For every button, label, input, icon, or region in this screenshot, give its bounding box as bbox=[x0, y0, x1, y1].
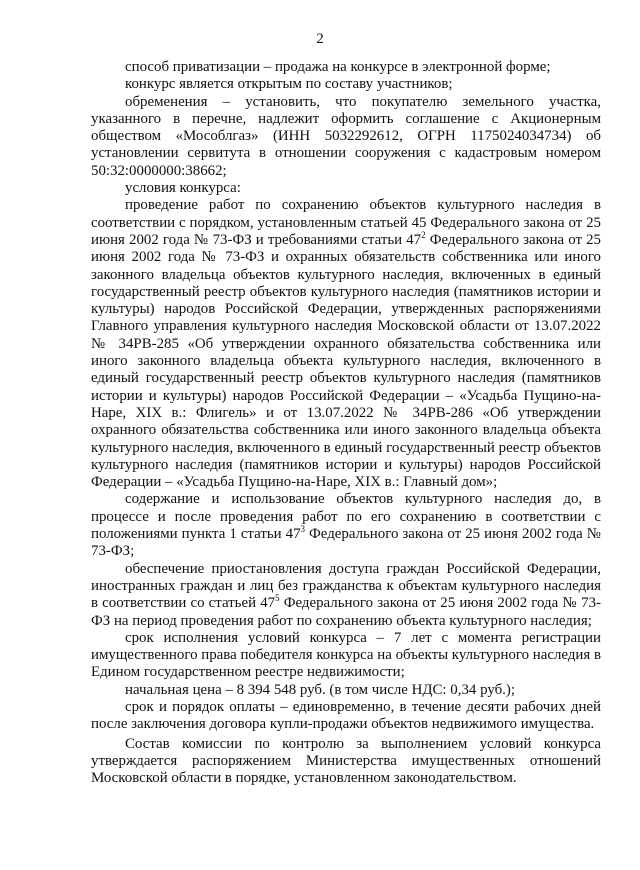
paragraph-conditions-heading: условия конкурса: bbox=[125, 180, 241, 197]
article-superscript: 2 bbox=[421, 229, 426, 240]
article-superscript: 5 bbox=[275, 593, 280, 604]
paragraph-access-text-1: обеспечение приостановления доступа граждан Российской Федерации, иностранных граждан и лиц без гражданства к объектам культурного наследия в соответствии со статьей 47 bbox=[91, 560, 601, 612]
paragraph-preservation-works-text-1: проведение работ по сохранению объектов культурного наследия в соответствии с порядком, установленным статьей 45 Федерального закона от 25 июня 2002 года № 73-ФЗ и требованиями статьи 47 bbox=[91, 197, 601, 248]
paragraph-execution-term: срок исполнения условий конкурса – 7 лет с момента регистрации имущественного права победителя конкурса на объекты культурного наследия в Едином государственном реестре недвижимости; bbox=[91, 629, 601, 681]
article-superscript: 3 bbox=[300, 524, 306, 535]
paragraph-starting-price: начальная цена – 8 394 548 руб. (в том числе НДС: 0,34 руб.); bbox=[125, 681, 515, 698]
paragraph-access-text-2: Федерального закона от 25 июня 2002 года № 73-ФЗ на период проведения работ по сохранению объекта культурного наследия; bbox=[91, 595, 601, 629]
paragraph-maintenance bbox=[91, 491, 601, 560]
paragraph-preservation-works-text-2: Федерального закона от 25 июня 2002 года № 73-ФЗ и охранных обязательств собственника или иного законного владельца объектов культурного наследия, включенных в единый государственный реестр объектов культурного наследия (памятников истории и культуры) народов Российской Федерации, утвержденных распоряжениями Главного управления культурного наследия Московской области от 13.07.2022 № 34РВ-285 «Об утверждении охранного обязательства собственника или иного законного владельца объекта культурного наследия, включенного в единый государственный реестр объектов культурного наследия (памятников истории и культуры) народов Российской Федерации – «Усадьба Пущино-на-Наре, XIX в.: Флигель» и от 13.07.2022 № 34РВ-286 «Об утверждении охранного обязательства собственника или иного законного владельца объекта культурного наследия, включенного в единый государственный реестр объектов культурного наследия (памятников истории и культуры) народов Российской Федерации – «Усадьба Пущино-на-Наре, XIX в.: Главный дом»; bbox=[91, 231, 601, 491]
document-body bbox=[91, 59, 601, 787]
paragraph-privatization-method: способ приватизации – продажа на конкурсе в электронной форме; bbox=[125, 59, 551, 75]
paragraph-payment-terms: срок и порядок оплаты – единовременно, в течение десяти рабочих дней после заключения договора купли-продажи объектов недвижимого имущества. bbox=[91, 698, 601, 733]
paragraph-commission: Состав комиссии по контролю за выполнением условий конкурса утверждается распоряжением Министерства имущественных отношений Московской области в порядке, установленном законодательством. bbox=[91, 735, 601, 787]
page-number: 2 bbox=[316, 31, 324, 47]
paragraph-maintenance-text-1: содержание и использование объектов культурного наследия до, в процессе и после проведения работ по его сохранению в соответствии с положениями пункта 1 статьи 47 bbox=[91, 491, 601, 543]
paragraph-access-suspension bbox=[91, 561, 601, 630]
paragraph-preservation-works bbox=[91, 197, 601, 491]
paragraph-maintenance-text-2: Федерального закона от 25 июня 2002 года № 73-ФЗ; bbox=[91, 526, 601, 560]
paragraph-encumbrance: обременения – установить, что покупателю земельного участка, указанного в перечне, надлежит оформить соглашение с Акционерным обществом «Мособлгаз» (ИНН 5032292612, ОГРН 1175024034734) об установлении сервитута в отношении сооружения с кадастровым номером 50:32:0000000:38662; bbox=[91, 93, 601, 179]
paragraph-open-contest: конкурс является открытым по составу участников; bbox=[125, 76, 453, 93]
